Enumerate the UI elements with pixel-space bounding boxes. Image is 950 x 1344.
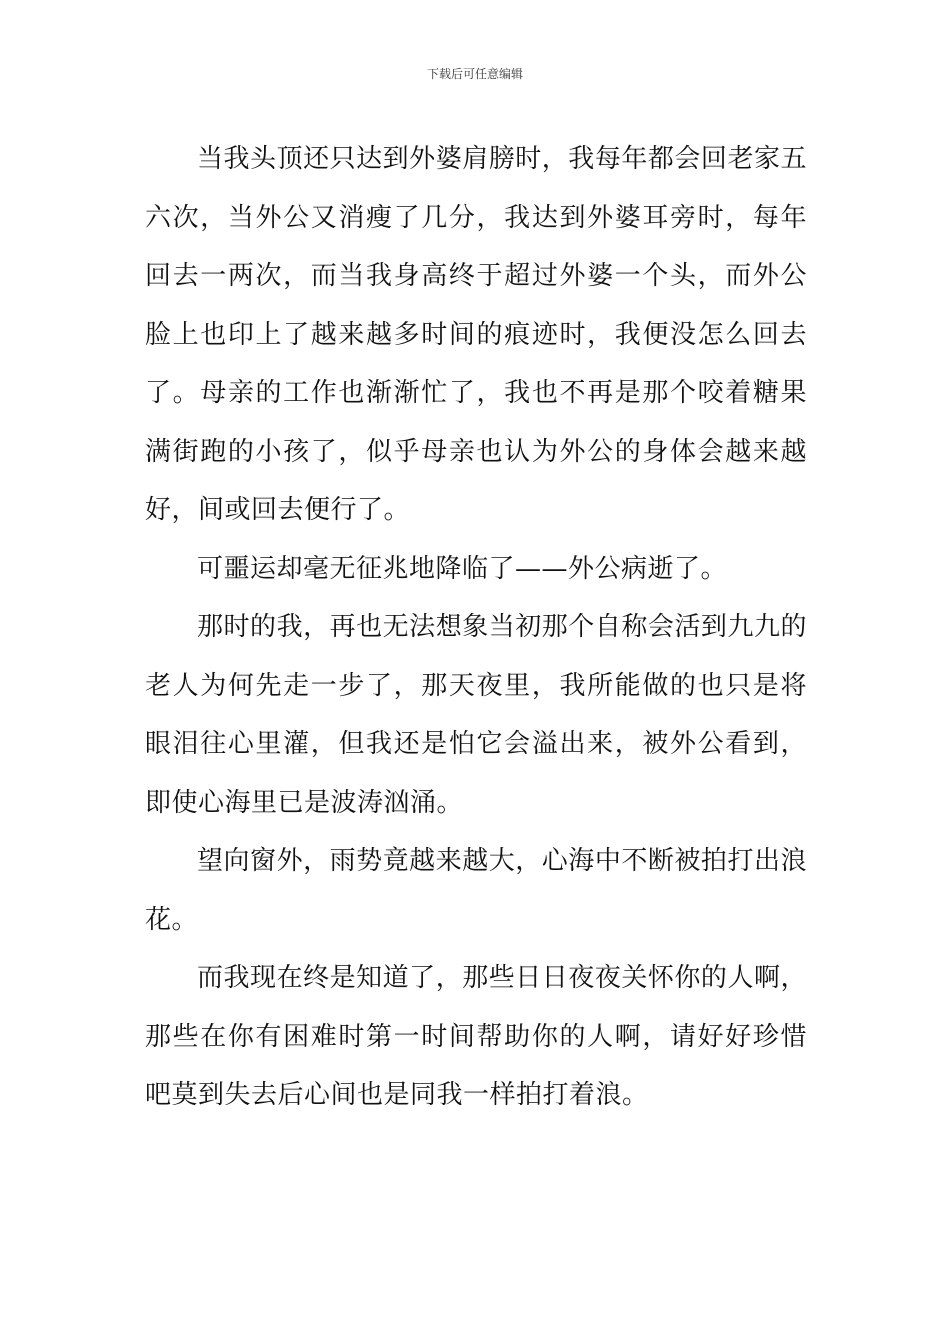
paragraph-grandfather-passing: 可噩运却毫无征兆地降临了——外公病逝了。	[197, 553, 728, 584]
paragraph-rain-window: 望向窗外，雨势竟越来越大，心海中不断被拍打出浪花。	[145, 846, 807, 935]
document-body	[145, 130, 807, 1125]
paragraph-cherish: 而我现在终是知道了，那些日日夜夜关怀你的人啊，那些在你有困难时第一时间帮助你的人啊，请好好珍惜吧莫到失去后心间也是同我一样拍打着浪。	[145, 963, 807, 1110]
paragraph-that-night: 那时的我，再也无法想象当初那个自称会活到九九的老人为何先走一步了，那天夜里，我所能做的也只是将眼泪往心里灌，但我还是怕它会溢出来，被外公看到，即使心海里已是波涛汹涌。	[145, 612, 807, 818]
paragraph-childhood-visits: 当我头顶还只达到外婆肩膀时，我每年都会回老家五六次，当外公又消瘦了几分，我达到外婆耳旁时，每年回去一两次，而当我身高终于超过外婆一个头，而外公脸上也印上了越来越多时间的痕迹时，我便没怎么回去了。母亲的工作也渐渐忙了，我也不再是那个咬着糖果满街跑的小孩了，似乎母亲也认为外公的身体会越来越好，间或回去便行了。	[145, 144, 807, 525]
page-header: 下载后可任意编辑	[426, 67, 523, 81]
